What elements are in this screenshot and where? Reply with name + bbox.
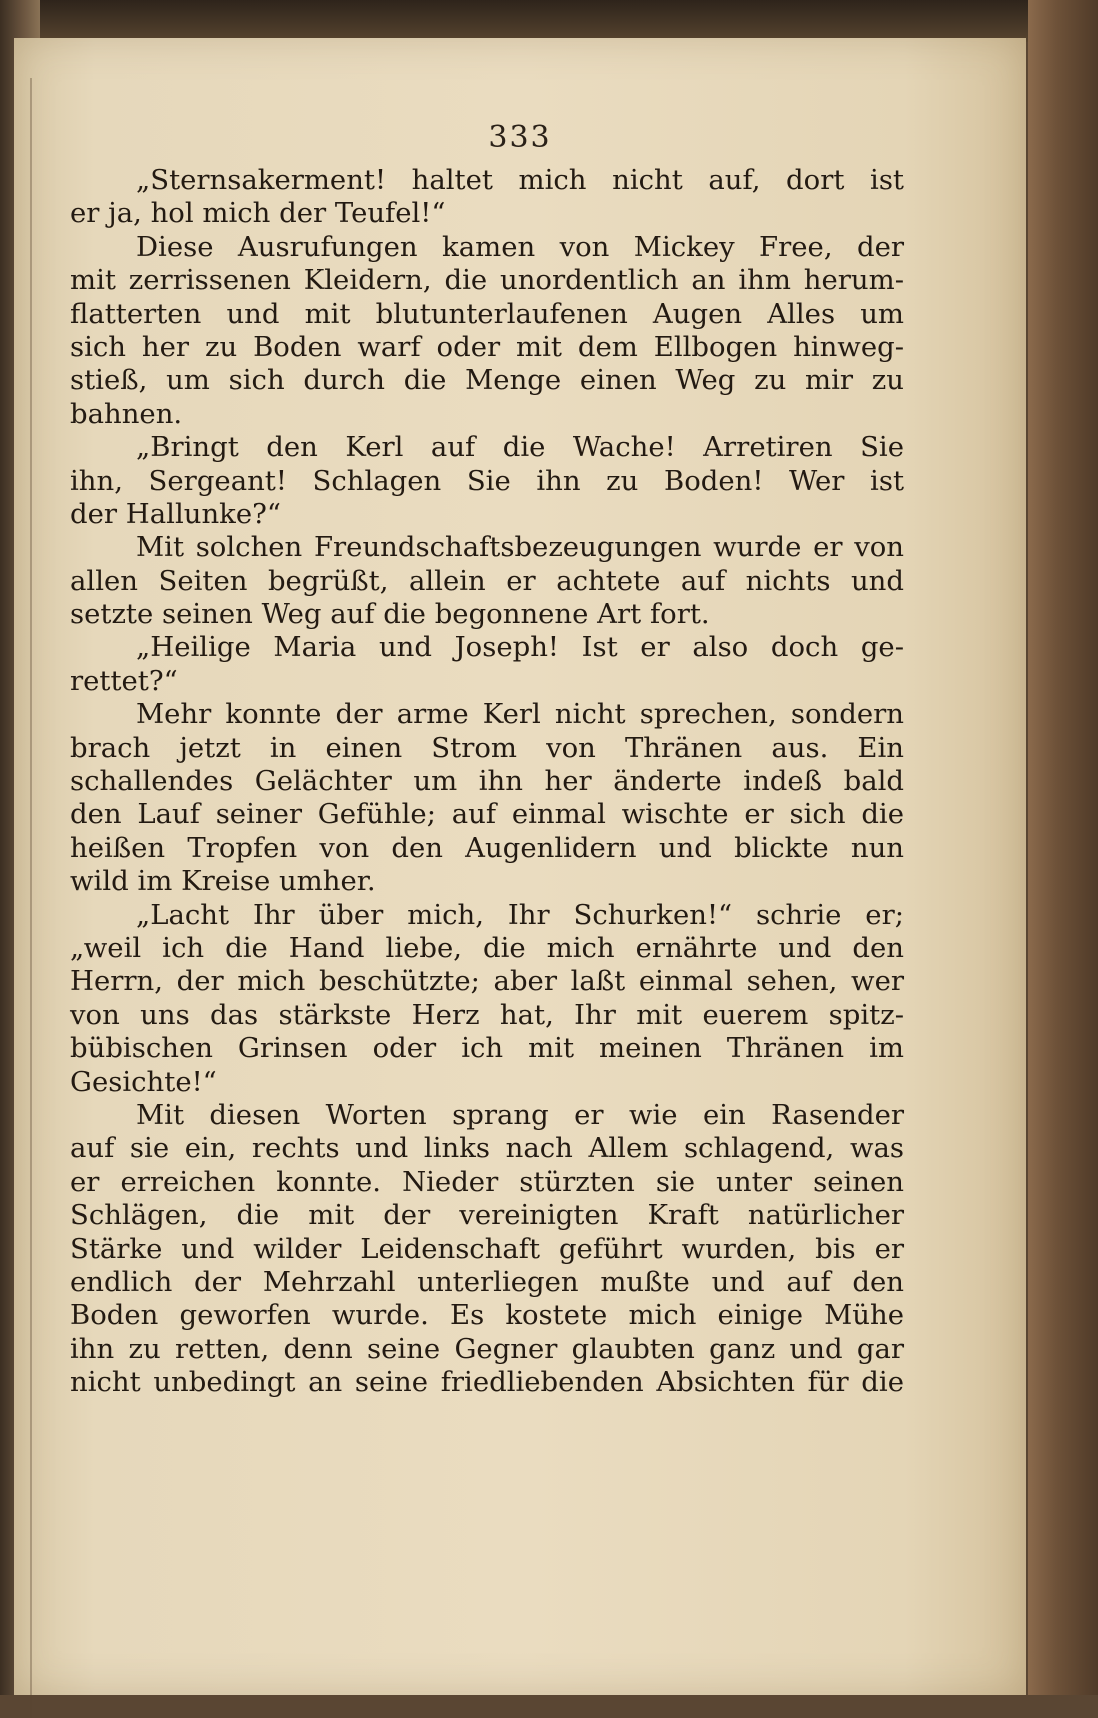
text-line: bübischen Grinsen oder ich mit meinen Thränen im: [70, 1032, 904, 1065]
text-line: stieß, um sich durch die Menge einen Weg zu mir zu: [70, 364, 904, 397]
text-line: „Heilige Maria und Joseph! Ist er also doch ge-: [136, 631, 904, 664]
text-line: Mit solchen Freundschaftsbezeugungen wurde er von: [136, 531, 904, 564]
text-line: bahnen.: [70, 397, 183, 430]
text-line: er ja, hol mich der Teufel!“: [70, 197, 446, 230]
text-line: ihn zu retten, denn seine Gegner glaubten ganz und gar: [70, 1332, 904, 1365]
text-line: allen Seiten begrüßt, allein er achtete auf nichts und: [70, 564, 904, 597]
text-line: heißen Tropfen von den Augenlidern und blickte nun: [70, 831, 904, 864]
text-line: „Bringt den Kerl auf die Wache! Arretiren Sie: [136, 431, 904, 464]
text-line: Stärke und wilder Leidenschaft geführt wurden, bis er: [70, 1232, 904, 1265]
text-line: sich her zu Boden warf oder mit dem Ellbogen hinweg-: [70, 330, 904, 363]
text-line: „weil ich die Hand liebe, die mich ernährte und den: [70, 931, 904, 964]
text-line: rettet?“: [70, 664, 178, 697]
page-gutter: [30, 78, 32, 1718]
text-line: Gesichte!“: [70, 1065, 217, 1098]
text-line: von uns das stärkste Herz hat, Ihr mit euerem spitz-: [70, 998, 904, 1031]
text-line: Schlägen, die mit der vereinigten Kraft natürlicher: [70, 1199, 904, 1232]
text-line: flatterten und mit blutunterlaufenen Augen Alles um: [70, 297, 904, 330]
text-line: setzte seinen Weg auf die begonnene Art fort.: [70, 598, 710, 631]
text-line: endlich der Mehrzahl unterliegen mußte und auf den: [70, 1265, 904, 1298]
text-line: wild im Kreise umher.: [70, 865, 376, 898]
book-page: [14, 38, 1026, 1695]
text-line: ihn, Sergeant! Schlagen Sie ihn zu Boden! Wer ist: [70, 464, 904, 497]
book-top-edge: [0, 0, 1098, 42]
text-line: brach jetzt in einen Strom von Thränen aus. Ein: [70, 731, 904, 764]
text-line: Herrn, der mich beschützte; aber laßt einmal sehen, wer: [70, 965, 904, 998]
text-line: den Lauf seiner Gefühle; auf einmal wischte er sich die: [70, 798, 904, 831]
text-line: „Lacht Ihr über mich, Ihr Schurken!“ schrie er;: [136, 898, 904, 931]
text-line: Mehr konnte der arme Kerl nicht sprechen, sondern: [136, 698, 904, 731]
text-line: nicht unbedingt an seine friedliebenden Absichten für die: [70, 1366, 904, 1399]
text-line: schallendes Gelächter um ihn her änderte indeß bald: [70, 765, 904, 798]
page-number: 333: [488, 120, 552, 155]
text-line: Diese Ausrufungen kamen von Mickey Free, der: [136, 230, 904, 263]
text-line: Mit diesen Worten sprang er wie ein Rasender: [136, 1098, 904, 1131]
text-line: er erreichen konnte. Nieder stürzten sie unter seinen: [70, 1165, 904, 1198]
text-line: „Sternsakerment! haltet mich nicht auf, dort ist: [136, 164, 904, 196]
text-line: mit zerrissenen Kleidern, die unordentlich an ihm herum-: [70, 264, 904, 297]
text-line: Boden geworfen wurde. Es kostete mich einige Mühe: [70, 1299, 904, 1332]
page-text: [70, 164, 904, 1399]
text-line: der Hallunke?“: [70, 497, 281, 530]
book-cover-edge: [1028, 0, 1098, 1695]
text-line: auf sie ein, rechts und links nach Allem schlagend, was: [70, 1132, 904, 1165]
